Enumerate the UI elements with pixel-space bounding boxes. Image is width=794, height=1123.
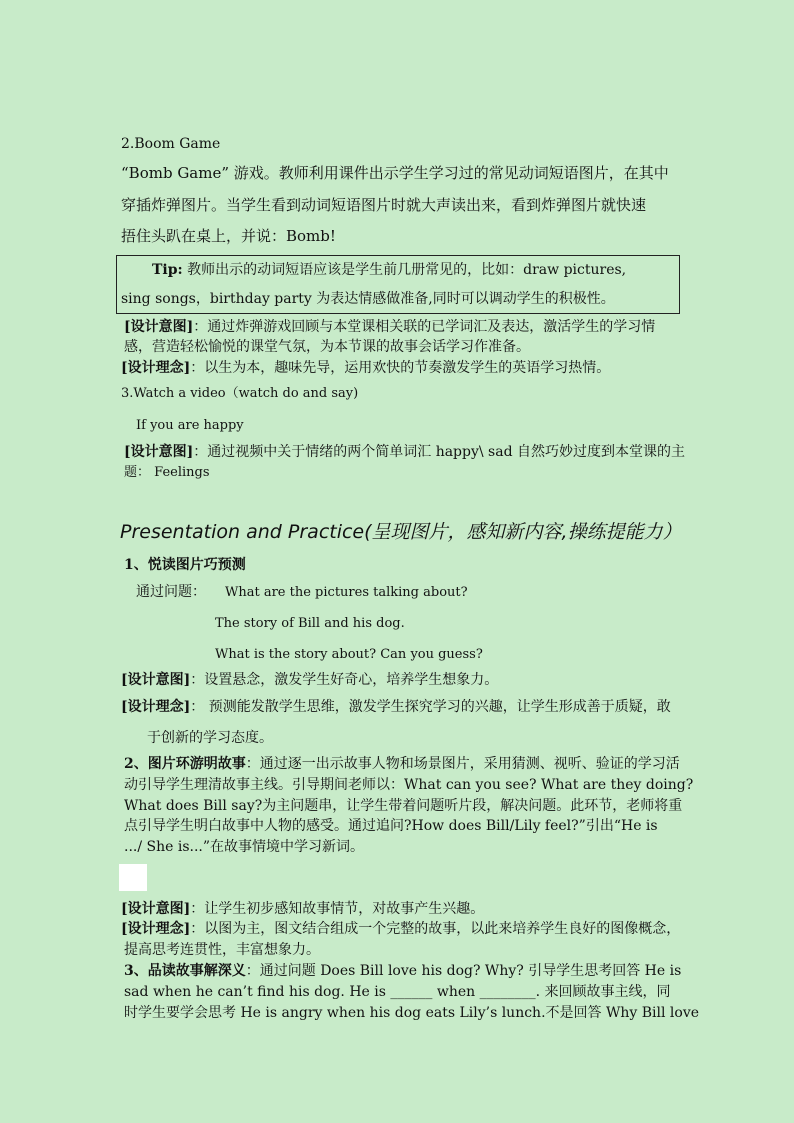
question-2: The story of Bill and his dog. [215,616,405,631]
tip-line-1 [152,263,626,277]
question-3: What is the story about? Can you guess? [215,647,483,662]
design-intent-2-line-1 [124,445,685,459]
design-concept-4-line-1 [121,922,680,936]
section-2-line-1: “Bomb Game” 游戏。教师利用课件出示学生学习过的常见动词短语图片，在其中 [121,164,669,182]
step-2-line-5: .../ She is...”在故事情境中学习新词。 [124,839,365,855]
section-2-title: 2.Boom Game [121,136,221,152]
design-intent-label: [设计意图] [121,901,191,917]
step-2-title: 2、图片环游明故事 [124,756,246,772]
step-2-line-1 [124,757,680,771]
step-2-line-2 [124,778,693,792]
step-3-text: ：通过问题 Does Bill love his dog? Why? 引导学生思考回答 He is [245,963,682,979]
section-2-line-3: 捂住头趴在桌上，并说：Bomb! [121,227,336,245]
tip-line-2: sing songs，birthday party 为表达情感做准备,同时可以调动学生的积极性。 [121,291,615,307]
step-2-text: 动引导学生理清故事主线。引导期间老师以：What can you see? What are they doing? [124,777,694,793]
design-intent-label: [设计意图] [124,444,194,460]
design-concept-3-line-1 [121,700,671,714]
design-concept-text: ：以生为本，趣味先导，运用欢快的节奏激发学生的英语学习热情。 [190,360,611,376]
tip-label: Tip: [152,262,183,278]
question-intro: 通过问题： [136,584,206,600]
tip-text-1: 教师出示的动词短语应该是学生前几册常见的，比如：draw pictures, [187,262,627,278]
step-3-line-3: 时学生要学会思考 He is angry when his dog eats Lily’s lunch.不是回答 Why Bill love [124,1005,700,1021]
design-concept-label: [设计理念] [121,699,191,715]
step-2-line-3: What does Bill say?为主问题串，让学生带着问题听片段，解决问题。此环节，老师将重 [124,798,683,814]
design-concept-label: [设计理念] [121,360,191,376]
step-3-line-1 [124,964,681,978]
design-intent-label: [设计意图] [124,319,194,335]
design-intent-2-line-2: 题： Feelings [124,465,210,480]
design-concept-3-line-2: 于创新的学习态度。 [147,730,273,746]
section-2-line-2: 穿插炸弹图片。当学生看到动词短语图片时就大声读出来，看到炸弹图片就快速 [121,196,647,214]
design-intent-text: ：通过视频中关于情绪的两个简单词汇 happy\ sad 自然巧妙过度到本堂课的主 [193,444,686,460]
design-concept-label: [设计理念] [121,921,191,937]
design-concept-text: ：以图为主，图文结合组成一个完整的故事，以此来培养学生良好的图像概念， [190,921,681,937]
step-2-line-4: 点引导学生明白故事中人物的感受。通过追问?How does Bill/Lily feel?”引出“He is [124,818,658,834]
design-concept-4-line-2: 提高思考连贯性，丰富想象力。 [124,942,320,958]
design-intent-1-line-2: 感，营造轻松愉悦的课堂气氛，为本节课的故事会话学习作准备。 [124,339,530,355]
design-intent-text: ：设置悬念，激发学生好奇心，培养学生想象力。 [190,672,499,688]
step-1-title: 1、悦读图片巧预测 [124,557,246,573]
design-concept-text: ： 预测能发散学生思维，激发学生探究学习的兴趣，让学生形成善于质疑，敢 [190,699,671,715]
design-intent-3 [121,673,498,687]
design-intent-text: ：通过炸弹游戏回顾与本堂课相关联的已学词汇及表达，激活学生的学习情 [193,319,656,335]
section-3-title: 3.Watch a video（watch do and say) [121,386,359,401]
step-2-text: ：通过逐一出示故事人物和场景图片，采用猜测、视听、验证的学习活 [245,756,680,772]
step-3-line-2: sad when he can’t find his dog. He is ______ when ________. 来回顾故事主线，同 [124,984,671,1000]
design-concept-1 [121,361,610,375]
design-intent-label: [设计意图] [121,672,191,688]
step-3-title: 3、品读故事解深义 [124,963,246,979]
presentation-heading: Presentation and Practice(呈现图片，感知新内容,操练提能力） [120,521,682,543]
question-1: What are the pictures talking about? [225,585,468,600]
design-intent-text: ：让学生初步感知故事情节，对故事产生兴趣。 [190,901,485,917]
design-intent-4 [121,902,484,916]
image-placeholder [119,864,147,891]
design-intent-1-line-1 [124,320,655,334]
song-title: If you are happy [136,418,244,433]
